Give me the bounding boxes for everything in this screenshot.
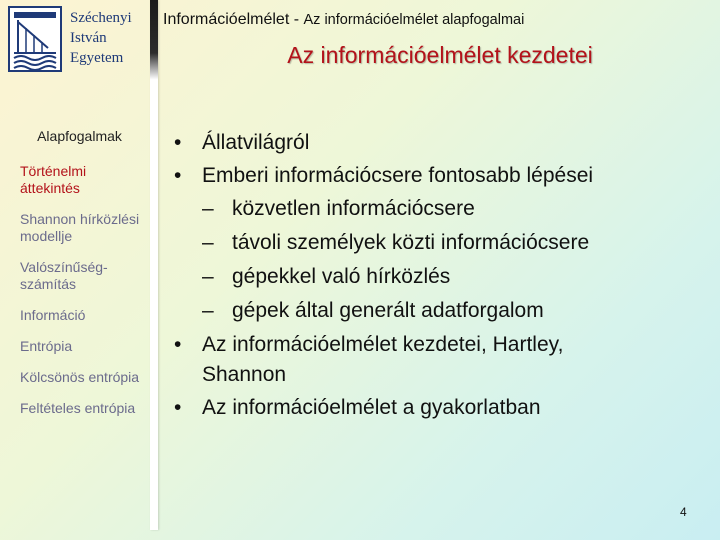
bullet-marker: • [174, 396, 182, 419]
course-title-main: Információelmélet - [163, 11, 304, 28]
bullet-item [170, 393, 710, 423]
sidebar-item-felteteles-entropia[interactable]: Feltételes entrópia [20, 400, 136, 416]
university-name-line-1: Széchenyi [70, 10, 132, 26]
dash-marker: – [202, 231, 214, 254]
university-logo [8, 6, 62, 72]
slide-title: Az információelmélet kezdetei [287, 42, 593, 68]
bullet-item [170, 161, 710, 191]
dash-marker: – [202, 265, 214, 288]
page-number: 4 [680, 505, 687, 519]
sidebar-nav [20, 128, 145, 431]
sidebar-item-entropia[interactable]: Entrópia [20, 338, 73, 354]
bullet-text: Az információelmélet a gyakorlatban [202, 396, 541, 419]
dash-marker: – [202, 299, 214, 322]
bullet-marker: • [174, 333, 182, 356]
sub-bullet-item [170, 262, 710, 292]
university-name-line-2: István [70, 30, 107, 46]
bullet-item [170, 330, 710, 390]
sidebar-item-alapfogalmak[interactable]: Alapfogalmak [37, 128, 122, 144]
sub-bullet-text: távoli személyek közti információcsere [232, 231, 590, 254]
sidebar-item-kolcsonos-entropia[interactable]: Kölcsönös entrópia [20, 369, 140, 385]
sub-bullet-text: gépekkel való hírközlés [232, 265, 451, 288]
sidebar-item-tortenelmi-attekintes[interactable]: Történelmi áttekintés [20, 163, 87, 196]
sidebar-item-informacio[interactable]: Információ [20, 307, 86, 323]
vertical-divider [150, 0, 158, 530]
sub-bullet-item [170, 228, 710, 258]
slide-content [170, 128, 710, 426]
sub-bullet-text: közvetlen információcsere [232, 197, 475, 220]
bullet-marker: • [174, 131, 182, 154]
sidebar-item-shannon-modell[interactable]: Shannon hírközlési modellje [20, 211, 140, 244]
university-name-line-3: Egyetem [70, 50, 124, 66]
bullet-text: Emberi információcsere fontosabb lépései [202, 164, 594, 187]
sidebar-item-valoszinuseg-szamitas[interactable]: Valószínűség-számítás [20, 259, 108, 292]
course-title [163, 11, 524, 29]
sub-bullet-item [170, 194, 710, 224]
bullet-text-line-2: Shannon [202, 363, 287, 386]
dash-marker: – [202, 197, 214, 220]
bullet-text: Állatvilágról [202, 131, 310, 154]
sub-bullet-text: gépek által generált adatforgalom [232, 299, 544, 322]
university-name [70, 8, 150, 68]
course-title-sub: Az információelmélet alapfogalmai [303, 12, 525, 28]
bullet-marker: • [174, 164, 182, 187]
bullet-item [170, 128, 710, 158]
sub-bullet-item [170, 296, 710, 326]
bullet-text-line-1: Az információelmélet kezdetei, Hartley, [202, 333, 564, 356]
